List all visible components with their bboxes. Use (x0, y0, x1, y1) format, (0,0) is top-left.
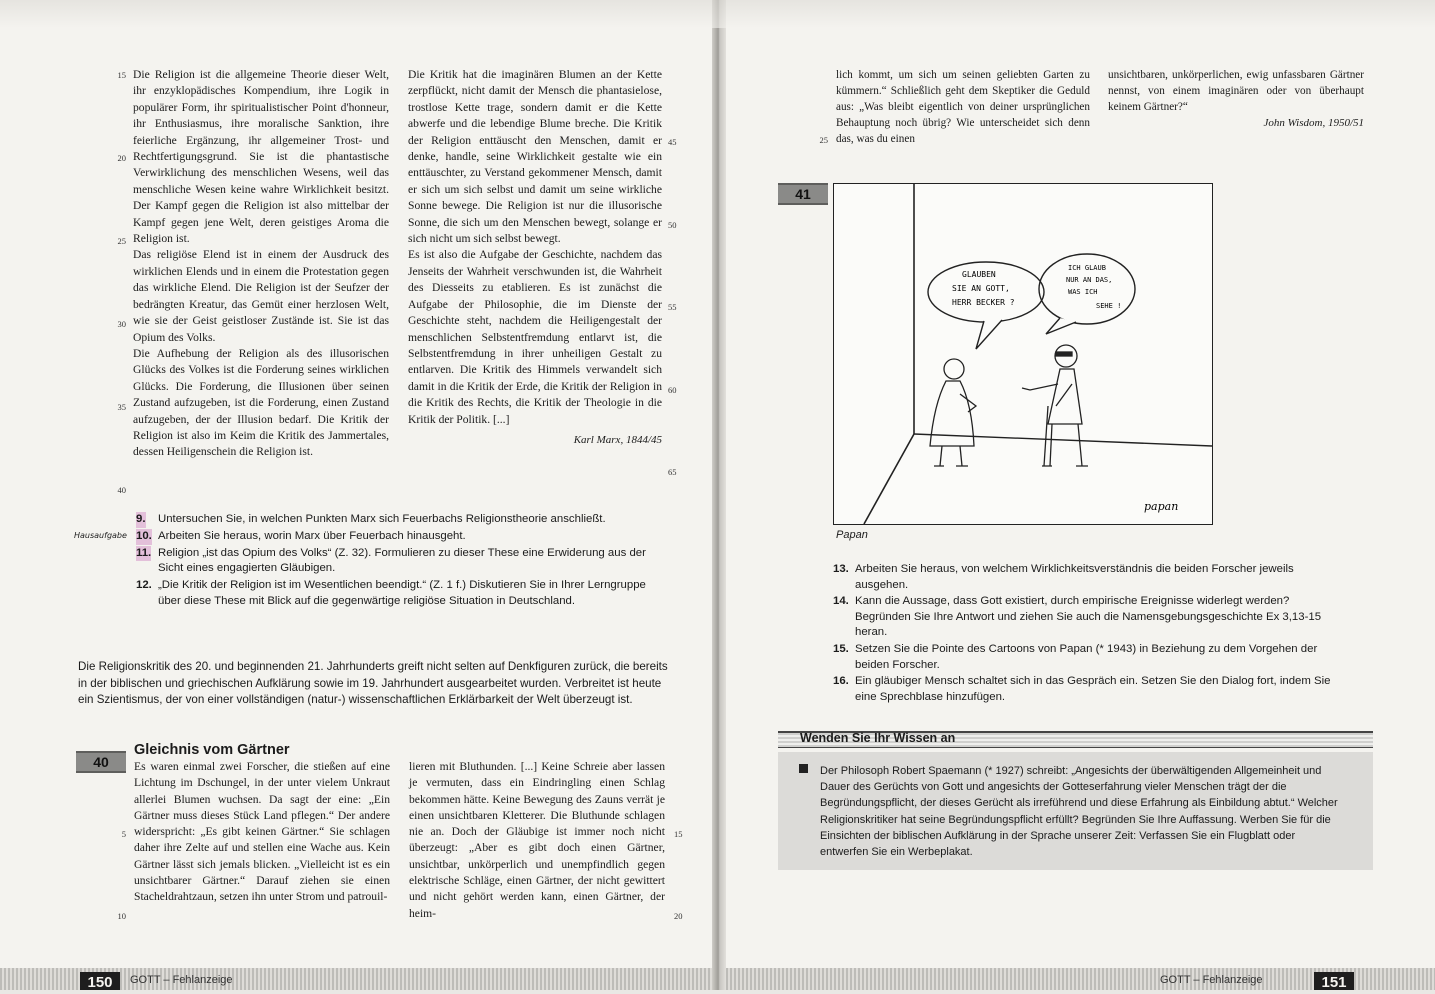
task-16 (833, 674, 1338, 705)
line-number: 45 (668, 137, 677, 147)
task-14 (833, 594, 1338, 641)
marx-paragraph: Die Aufhebung der Religion als des illusorischen Glücks des Volkes ist die Forderung seines wirklichen Glücks. Die Forderung, die Illusionen über seinen Zustand aufzugeben, ist die Forderung, einen Zustand aufzugeben, der der Illusion bedarf. Die Kritik der Religion ist also im Keim die Kritik des Jammertales, dessen Heiligenschein die Religion ist. (133, 346, 389, 459)
task-number: 11. (136, 546, 151, 562)
marx-column-1 (133, 67, 389, 461)
page-number: 150 (80, 972, 120, 990)
right-task-list (833, 562, 1338, 706)
cartoon-drawing (834, 184, 1212, 524)
line-number: 15 (674, 829, 683, 839)
task-text: Arbeiten Sie heraus, worin Marx über Feuerbach hinausgeht. (158, 529, 466, 542)
task-13 (833, 562, 1338, 593)
task-15 (833, 642, 1338, 673)
task-text: Arbeiten Sie heraus, von welchem Wirklichkeitsverständnis die beiden Forscher jeweils ausgehen. (855, 563, 1294, 591)
task-number: 14. (833, 595, 849, 608)
line-number: 65 (668, 467, 677, 477)
woman-figure (930, 359, 976, 466)
material-title: Gleichnis vom Gärtner (134, 742, 290, 758)
marx-citation: Karl Marx, 1844/45 (573, 433, 662, 446)
material-badge: 41 (778, 183, 828, 205)
marx-paragraph: Das religiöse Elend ist in einem der Ausdruck des wirklichen Elends und in einem die Protestation gegen das wirkliche Elend. Die Religion ist der Seufzer der bedrängten Kreatur, das Gemüt einer herzlosen Welt, wie sie der Geist geistloser Zustände ist. Sie ist das Opium des Volks. (133, 248, 389, 344)
task-number: 10. (136, 529, 152, 545)
parable-column-2: lieren mit Bluthunden. [...] Keine Schreie aber lassen je vermuten, dass ein Eindringling einen Schlag bekommen hätte. Keine Bewegung des Zauns verrät je einen unsichtbaren Kletterer. Die Bluthunde schlagen nie an. Doch der Gläubige ist immer noch nicht überzeugt: „Aber es gibt doch einen Gärtner, unsichtbar, unkörperlich und unempfindlich gegen elektrische Schläge, einen Gärtner, der nicht gewittert und nicht gehört werden kann, einen Gärtner, der heim- (409, 760, 665, 920)
cartoon-caption: Papan (836, 529, 868, 541)
task-text: Ein gläubiger Mensch schaltet sich in das Gespräch ein. Setzen Sie den Dialog fort, indem Sie eine Sprechblase hinzufügen. (855, 675, 1331, 703)
task-number: 9. (136, 512, 146, 528)
task-text: Religion „ist das Opium des Volks“ (Z. 32). Formulieren zu dieser These eine Erwiderung aus der Sicht eines engagierten Gläubigen. (158, 546, 646, 575)
marx-paragraph: Die Kritik hat die imaginären Blumen an der Kette zerpflückt, nicht damit der Mensch die phantasielose, trostlose Kette trage, sondern damit er die Kette abwerfe und die lebendige Blume breche. Die Kritik der Religion enttäuscht den Menschen, damit er denke, handle, seine Wirklichkeit gestalte wie ein enttäuschter, zu Verstand gekommener Mensch, damit er sich um sich selbst und damit um seine wirkliche Sonne bewege. Die Religion ist nur die illusorische Sonne, die sich um den Menschen bewegt, solange er sich nicht um sich selbst bewegt. (408, 68, 662, 246)
apply-text: Der Philosoph Robert Spaemann (* 1927) schreibt: „Angesichts der überwältigenden Allgemeinheit und Dauer des Gerüchts von Gott und angesichts der Gotteserfahrung vieler Menschen trägt der die Begründungspflicht, der dieses Gerücht als irreführend und diese Erfahrung als Einbildung abtut.“ Welcher Religionskritiker hat seine Begründungspflicht erfüllt? Begründen Sie Ihre Auffassung. Werben Sie für die Einsichten der biblischen Aufklärung in der Sprache unserer Zeit: Verfassen Sie ein Flugblatt oder entwerfen Sie ein Werbeplakat. (820, 765, 1338, 859)
parable-column-1: Es waren einmal zwei Forscher, die stießen auf eine Lichtung im Dschungel, in der unter vielem Unkraut allerlei Blumen wuchsen. Da sagt der eine: „Ein Gärtner muss dieses Stück Land pflegen.“ Der andere widerspricht: „Es gibt keinen Gärtner.“ Sie schlagen daher ihre Zelte auf und stellen eine Wache aus. Kein Gärtner lässt sich jemals blicken. „Vielleicht ist es ein unsichtbarer Gärtner.“ Darauf ziehen sie einen Stacheldrahtzaun, setzen ihn unter Strom und patrouil- (134, 760, 390, 904)
bubble2-line: SEHE ! (1096, 302, 1122, 310)
task-number: 13. (833, 563, 849, 575)
task-number: 12. (136, 579, 152, 592)
wisdom-citation: John Wisdom, 1950/51 (1263, 117, 1364, 129)
bubble2-line: WAS ICH (1068, 288, 1098, 296)
line-number: 20 (117, 153, 126, 163)
task-12 (136, 578, 666, 610)
bubble2-line: NUR AN DAS, (1066, 276, 1113, 284)
parable-continuation-1: lich kommt, um sich um seinen geliebten Garten zu kümmern.“ Schließlich geht dem Skeptiker die Geduld aus: „Was bleibt eigentlich von deiner ursprünglichen Behauptung noch übrig? Wie unterscheidet sich denn das, was du einen (836, 69, 1090, 145)
task-9 (136, 512, 666, 528)
line-number: 20 (674, 911, 683, 921)
marx-column-2 (408, 67, 662, 448)
task-11 (136, 546, 666, 578)
bubble1-line: HERR BECKER ? (952, 298, 1015, 307)
task-text: „Die Kritik der Religion ist im Wesentlichen beendigt.“ (Z. 1 f.) Diskutieren Sie in Ihrer Lerngruppe über diese These mit Blick auf die gegenwärtige religiöse Situation in Deutschland. (158, 579, 646, 607)
top-shadow (0, 0, 1435, 28)
line-number: 60 (668, 385, 677, 395)
book-gutter (712, 0, 726, 990)
continuation-text: unsichtbaren, unkörperlichen, ewig unfassbaren Gärtner nennst, von einem imaginären oder von überhaupt keinem Gärtner?“ (1108, 69, 1364, 113)
line-number: 40 (117, 485, 126, 495)
task-number: 15. (833, 642, 849, 655)
intro-paragraph: Die Religionskritik des 20. und beginnenden 21. Jahrhunderts greift nicht selten auf Denkfiguren zurück, die bereits in der biblischen und griechischen Aufklärung sowie im 19. Jahrhundert ausgearbeitet wurden. Verbreitet ist heute ein Szientismus, der von einer vollständigen (natur-) wissenschaftlichen Erklärbarkeit der Welt überzeugt ist. (78, 660, 668, 707)
task-text: Untersuchen Sie, in welchen Punkten Marx sich Feuerbachs Religionstheorie anschließt. (158, 513, 606, 525)
line-number: 15 (117, 70, 126, 80)
material-badge: 40 (76, 751, 126, 773)
apply-title: Wenden Sie Ihr Wissen an (800, 731, 956, 745)
marx-paragraph: Es ist also die Aufgabe der Geschichte, nachdem das Jenseits der Wahrheit verschwunden ist, die Wahrheit des Diesseits zu etablieren. Es ist zunächst die Aufgabe der Philosophie, die im Dienste der Geschichte steht, nachdem die Heiligengestalt der menschlichen Selbstentfremdung entlarvt ist, die Selbstentfremdung in ihrer unheiligen Gestalt zu entlarven. Die Kritik des Himmels verwandelt sich damit in die Kritik der Erde, die Kritik der Religion in die Kritik des Rechts, die Kritik der Theologie in die Kritik der Politik. [...] (408, 248, 662, 426)
line-number: 10 (117, 911, 126, 921)
left-task-list (136, 512, 666, 611)
line-number: 30 (117, 319, 126, 329)
line-number: 25 (819, 135, 828, 145)
line-number: 5 (121, 829, 126, 839)
task-10 (136, 529, 666, 545)
task-text: Kann die Aussage, dass Gott existiert, durch empirische Ereignisse widerlegt werden? Begründen Sie Ihre Antwort und ziehen Sie auch die Namensgebungsgeschichte Ex 3,13-15 heran. (855, 595, 1322, 639)
cartoonist-signature: papan (1144, 500, 1179, 513)
parable-continuation-2 (1108, 67, 1364, 131)
handwritten-note: Hausaufgabe (74, 531, 127, 540)
marx-paragraph: Die Religion ist die allgemeine Theorie dieser Welt, ihr enzyklopädisches Kompendium, ihre Logik in populärer Form, ihr spiritualistischer Point d'honneur, ihr Enthusiasmus, ihre moralische Sanktion, ihre feierliche Ergänzung, ihr allgemeiner Trost- und Rechtfertigungsgrund. Sie ist die phantastische Verwirklichung des menschlichen Wesens, weil das menschliche Wesen keine wahre Wirklichkeit besitzt. Der Kampf gegen die Religion ist also mittelbar der Kampf gegen jene Welt, deren geistiges Aroma die Religion ist. (133, 68, 389, 246)
bullet-square-icon (799, 764, 808, 773)
line-number: 25 (117, 236, 126, 246)
line-number: 50 (668, 220, 677, 230)
footer-title: GOTT – Fehlanzeige (1160, 974, 1263, 986)
line-number: 55 (668, 302, 677, 312)
bubble2-line: ICH GLAUB (1068, 264, 1106, 272)
task-number: 16. (833, 675, 849, 688)
bubble1-line: SIE AN GOTT, (952, 284, 1010, 293)
line-number: 35 (117, 402, 126, 412)
blind-man-figure (1022, 345, 1088, 466)
page-number: 151 (1314, 972, 1354, 990)
task-text: Setzen Sie die Pointe des Cartoons von Papan (* 1943) in Beziehung zu dem Vorgehen der beiden Forscher. (855, 642, 1318, 671)
footer-title: GOTT – Fehlanzeige (130, 974, 233, 986)
cartoon-frame (833, 183, 1213, 525)
bubble1-line: GLAUBEN (962, 270, 996, 279)
